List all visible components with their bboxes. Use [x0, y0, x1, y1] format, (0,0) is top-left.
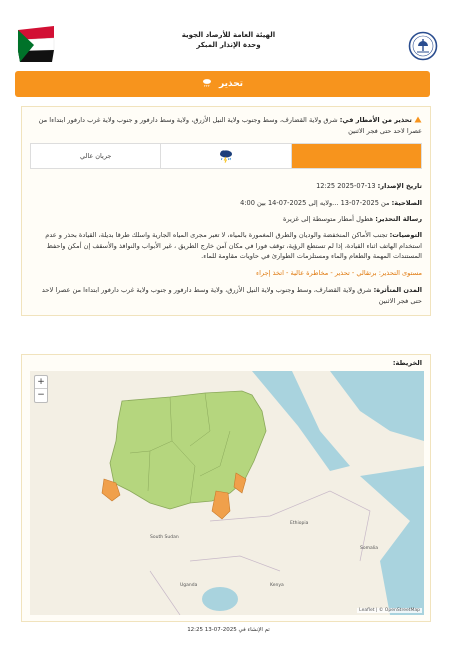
sudan-flag-emblem [14, 24, 58, 64]
place-label: Uganda [180, 583, 198, 588]
issue-date-label: تاريخ الإصدار: [377, 182, 422, 190]
map-card [21, 354, 431, 622]
rain-cloud-icon [202, 78, 212, 87]
banner-label: تحذير [219, 79, 244, 89]
page-header [0, 0, 457, 70]
flow-level-text: جريان عالي [79, 152, 112, 160]
affected-areas-label: المدن المتأثرة: [373, 286, 422, 294]
recommendations-label: التوصيات: [389, 231, 422, 239]
warning-triangle-icon [414, 116, 422, 123]
warning-map[interactable] [30, 371, 424, 615]
warning-text: شرق ولاية القضارف، وسط وجنوب ولاية النيل الأزرق، ولاية وسط دارفور و جنوب ولاية غرب دارفور ابتداءا من عصرا لاحد حتى فجر الاثنين [38, 116, 422, 135]
issue-date-value: 13-07-2025 12:25 [316, 182, 376, 190]
warning-tiles [30, 143, 422, 169]
warning-card [21, 106, 431, 316]
warning-message-label: رسالة التحذير: [375, 215, 422, 223]
zoom-in-button[interactable]: + [35, 376, 47, 389]
place-label: Ethiopia [290, 521, 309, 526]
warning-banner [15, 71, 430, 97]
affected-areas-field [30, 285, 422, 306]
zoom-out-button[interactable]: − [37, 390, 45, 400]
zoom-control [34, 375, 48, 403]
header-title [60, 30, 397, 50]
validity-label: الصلاحية: [391, 199, 422, 207]
validity-field [30, 198, 422, 209]
hazard-icon-tile [160, 144, 291, 168]
place-label: South Sudan [150, 535, 179, 540]
authority-name: الهيئة العامة للأرصاد الجوية [181, 31, 276, 39]
warning-message-value: هطول أمطار متوسطة إلى غزيرة [282, 215, 374, 223]
issue-date-field [30, 181, 422, 192]
warning-message-field [30, 214, 422, 225]
map-attribution[interactable]: Leaflet | © OpenStreetMap [359, 608, 420, 613]
map-label: الخريطة: [392, 359, 422, 367]
meteorological-authority-seal [408, 31, 438, 61]
place-label: Kenya [270, 583, 284, 588]
recommendations-value: تجنب الأماكن المنخفضة والوديان والطرق المغمورة بالمياه، لا تعبر مجرى المياه الجارية واسلك طرقا بديلة، القيادة بحذر و عدم استخدام الهاتف اثناء القيادة، إذا لم تستطع الرؤية، توقف فورا في مكان آمن خارج الطريق ، غير الأبواب والنوافذ والأسقف إن أمكن واحفظ المستندات المهمة والطعام والماء ومستلزمات الطوارئ في حاويات مقاومة للماء. [45, 231, 422, 260]
lake-victoria [202, 587, 238, 611]
warning-level-field [30, 268, 422, 279]
flow-level-tile [31, 144, 160, 168]
level-color-tile [292, 144, 421, 168]
warning-level-value: برتقالي - تحذير - مخاطرة عالية - اتخذ إجراء [256, 269, 377, 277]
place-label: Somalia [360, 546, 379, 551]
generated-timestamp: تم الإنشاء في 2025-07-13 12:25 [187, 627, 270, 633]
affected-areas-value: شرق ولاية القضارف، وسط وجنوب ولاية النيل الأزرق، ولاية وسط دارفور و جنوب ولاية غرب دارفور ابتداءا من عصرا لاحد حتى فجر الاثنين [41, 286, 422, 305]
warning-label: تحذير من الأمطار في: [339, 116, 412, 124]
storm-cloud-icon [218, 149, 234, 163]
validity-value: من 2025-07-13 ...ولايه إلى 2025-07-14 بين 4:00 [240, 199, 390, 207]
recommendations-field [30, 230, 422, 262]
unit-name: وحدة الإنذار المبكر [196, 41, 261, 49]
warning-level-label: مستوى التحذير: [378, 269, 422, 277]
warning-summary [30, 115, 422, 137]
map-canvas [30, 371, 424, 615]
